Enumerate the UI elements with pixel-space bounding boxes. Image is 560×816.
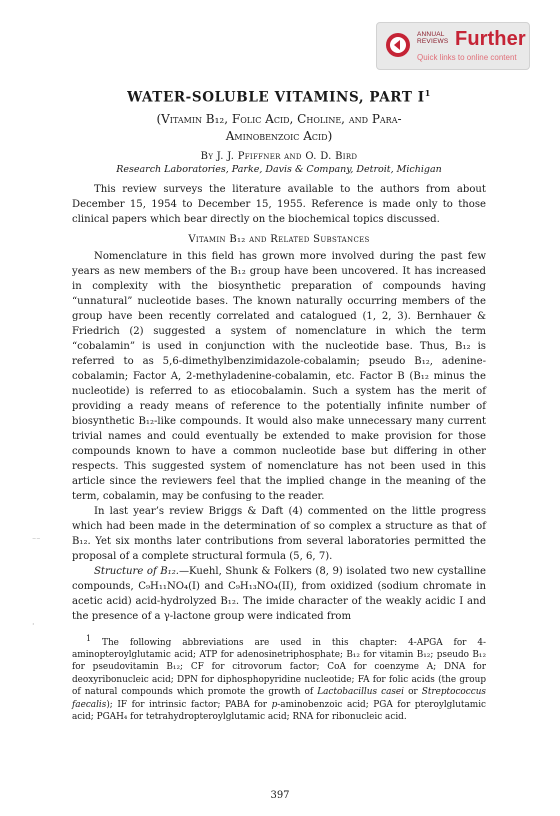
article-authors: By J. J. Pfiffner and O. D. Bird <box>200 150 358 162</box>
paragraph-body: —Kuehl, Shunk & Folkers (8, 9) isolated two new cystalline compounds, C₉H₁₁NO₄(I) and C₉H₁₃NO₄(II), from oxidized (sodium chromate in acetic acid) acid-hydrolyzed B₁₂. The imide character of the weakly acidic I and the presence of a γ-lactone group were indicated from <box>72 565 486 622</box>
page-number: 397 <box>270 790 290 801</box>
author-affiliation: Research Laboratories, Parke, Davis & Company, Detroit, Michigan <box>116 163 442 175</box>
body-paragraph: Nomenclature in this field has grown more involved during the past few years as new members of the B₁₂ group have been uncovered. It has increased in complexity with the biosynthetic preparation of compounds having “unnatural” nucleotide bases. The known naturally occurring members of the group have been recently correlated and catalogued (1, 2, 3). Bernhauer & Friedrich (2) suggested a system of nomenclature in which the term “cobalamin” is used in conjunction with the nucleotide base. Thus, B₁₂ is referred to as 5,6-dimethylbenzimidazole-cobalamin; pseudo B₁₂, adenine-cobalamin; Factor A, 2-methyladenine-cobalamin, etc. Factor B (B₁₂ minus the nucleotide) is referred to as etiocobalamin. Such a system has the merit of providing a ready means of reference to the potentially infinite number of biosynthetic B₁₂-like compounds. It would also make unnecessary many current trivial names and could eventually be extended to make provision for those compounds known to have a common nucleotide base but differing in other respects. This suggested system of nomenclature has not been used in this article since the reviewers feel that the implied change in the meaning of the term, cobalamin, may be confusing to the reader. <box>72 250 486 502</box>
footnote-1: $^1$ The following abbreviations are used in this chapter: 4-APGA for 4-aminopteroylglutamic acid; ATP for adenosinetriphosphate; B₁₂ for vitamin B₁₂; pseudo B₁₂ for pseudovitamin B₁₂; CF for citrovorum factor; CoA for coenzyme A; DNA for deoxyribonucleic acid; DPN for diphosphopyridine nucleotide; FA for folic acids (the group of natural compounds which promote the growth of Lactobacillus casei or Streptococcus faecalis); IF for intrinsic factor; PABA for p-aminobenzoic acid; PGA for pteroylglutamic acid; PGAH₄ for tetrahydropteroylglutamic acid; RNA for ribonucleic acid. <box>72 633 487 722</box>
further-subtitle: Quick links to online content <box>417 53 517 62</box>
annual-reviews-logo-icon <box>385 32 411 58</box>
body-paragraph: In last year’s review Briggs & Daft (4) commented on the little progress which had been made in the determination of so complex a structure as that of B₁₂. Yet six months later contributions from several laboratories permitted the proposal of a complete structural formula (5, 6, 7). <box>72 505 486 562</box>
article-page <box>72 84 486 723</box>
paragraph-lead: Structure of B₁₂. <box>94 565 179 577</box>
margin-mark: · <box>32 620 35 629</box>
annual-reviews-further-banner[interactable] <box>376 22 530 70</box>
footnotes <box>72 633 486 724</box>
margin-mark: ⁻⁻ <box>32 536 41 545</box>
footnote-marker: 1 <box>86 633 92 643</box>
subtitle-line-2: Aminobenzoic Acid) <box>225 128 333 143</box>
subtitle-line-1: (Vitamin B₁₂, Folic Acid, Choline, and Para- <box>156 111 402 126</box>
section-heading: Vitamin B₁₂ and Related Substances <box>188 233 370 245</box>
title-footnote-marker[interactable]: 1 <box>424 88 431 98</box>
annual-reviews-label: ANNUAL REVIEWS <box>417 31 449 45</box>
further-label: Further <box>455 28 526 50</box>
article-title: WATER-SOLUBLE VITAMINS, PART $I^1$ <box>127 88 431 106</box>
intro-paragraph: This review surveys the literature available to the authors from about December 15, 1954 to December 15, 1955. Reference is made only to those clinical papers which bear directly on the biochemical topics discussed. <box>72 183 486 225</box>
article-subtitle <box>72 111 486 145</box>
body-paragraph <box>72 564 486 624</box>
